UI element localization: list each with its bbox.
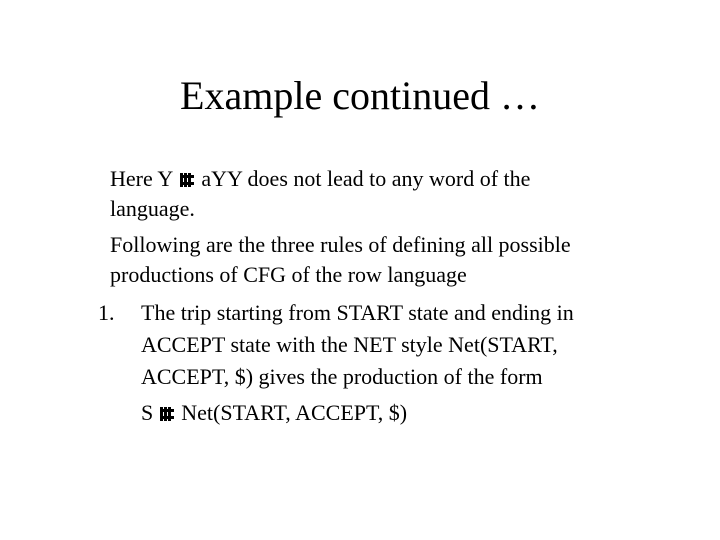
para2-line2: productions of CFG of the row language xyxy=(110,262,467,287)
para1-end-text: aYY does not lead to any word of the xyxy=(201,166,531,191)
item1-line1: The trip starting from START state and ending in xyxy=(141,300,574,325)
para1-start-text: Here Y xyxy=(110,166,174,191)
para1-line2: language. xyxy=(110,196,195,221)
item1-line3: ACCEPT, $) gives the production of the form xyxy=(141,364,543,389)
para1-line1 xyxy=(110,166,530,192)
produces-arrow-icon xyxy=(160,407,174,421)
slide-title: Example continued … xyxy=(180,73,540,118)
item1-line2: ACCEPT state with the NET style Net(START, xyxy=(141,332,558,357)
item1-production xyxy=(141,400,407,426)
produces-arrow-icon xyxy=(180,173,194,187)
para2-line1: Following are the three rules of defining all possible xyxy=(110,232,571,257)
production-rhs: Net(START, ACCEPT, $) xyxy=(181,400,408,425)
item1-number: 1. xyxy=(98,300,115,325)
production-lhs: S xyxy=(141,400,154,425)
